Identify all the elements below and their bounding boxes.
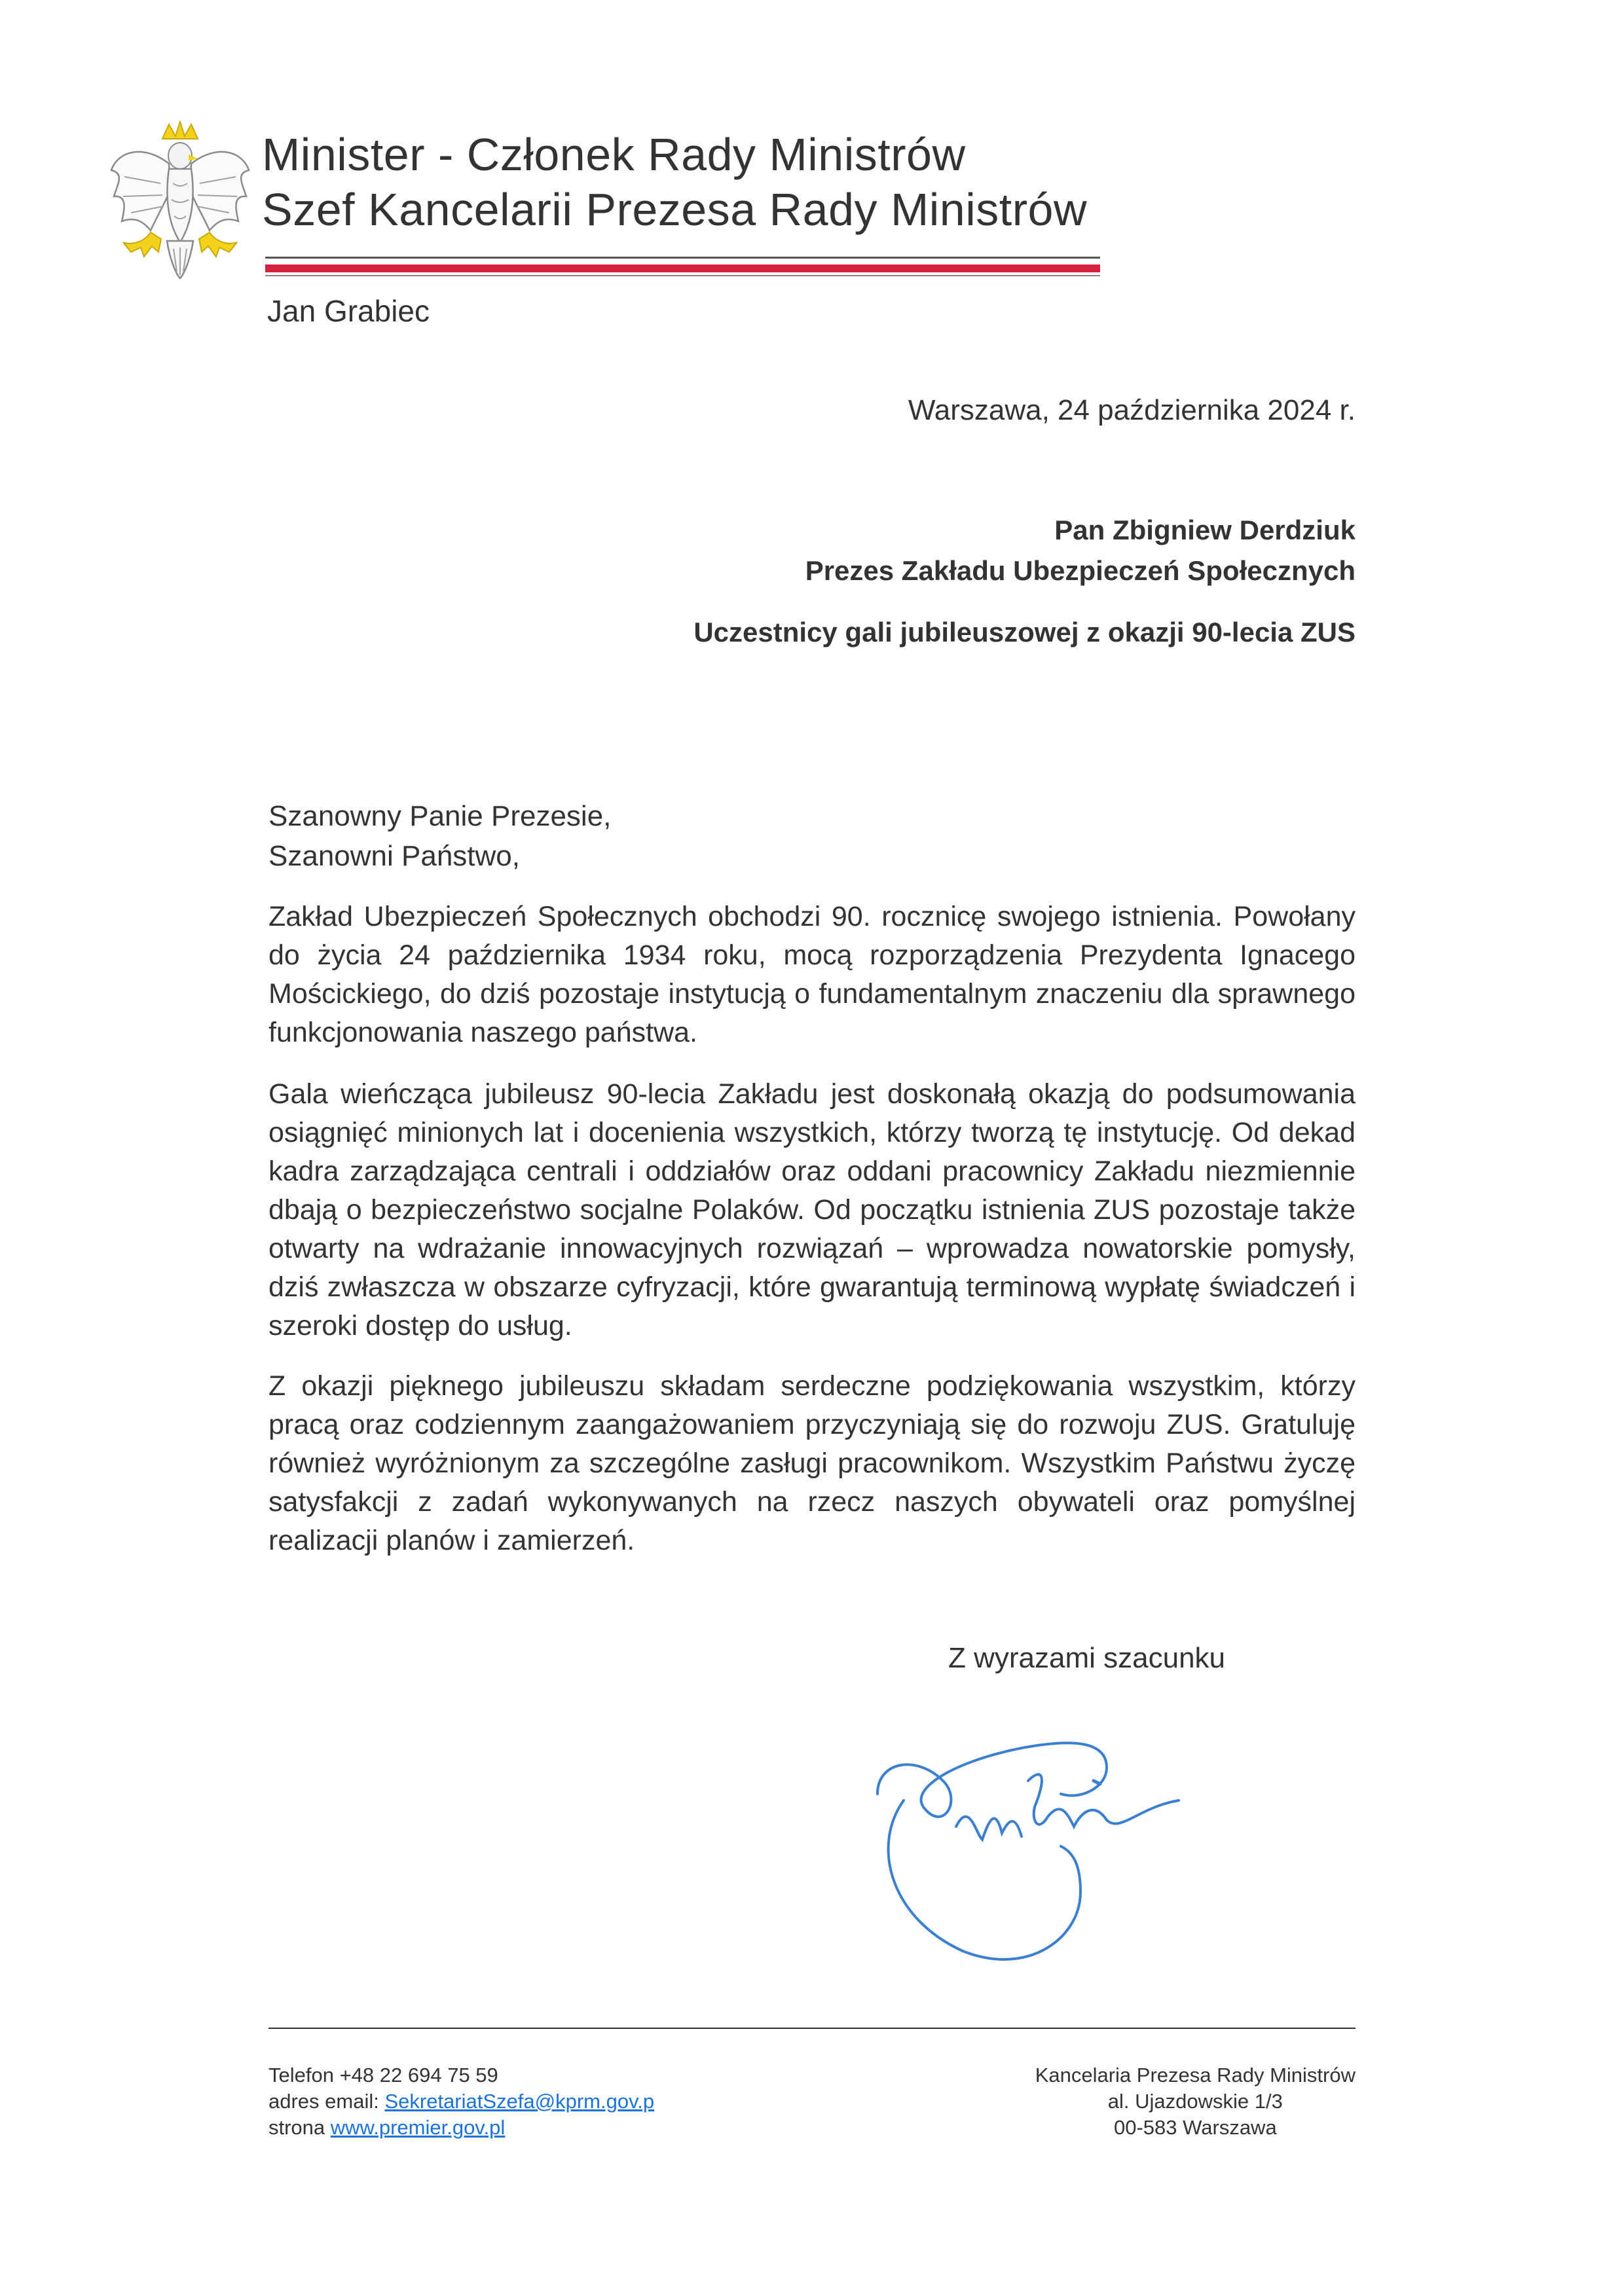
- recipient-extra: Uczestnicy gali jubileuszowej z okazji 90-lecia ZUS: [693, 617, 1356, 647]
- salutation-line-1: Szanowny Panie Prezesie,: [268, 800, 612, 832]
- footer-web-label: strona: [268, 2116, 331, 2139]
- footer-email-row: [268, 2088, 654, 2115]
- header-divider-bottom: [265, 275, 1100, 276]
- header-title-office: Szef Kancelarii Prezesa Rady Ministrów: [262, 184, 1088, 235]
- body-paragraph-2: Gala wieńcząca jubileusz 90-lecia Zakładu jest doskonałą okazją do podsumowania osiągnięć minionych lat i docenienia wszystkich, którzy tworzą tę instytucję. Od dekad kadra zarządzająca centrali i oddziałów oraz oddani pracownicy Zakładu niezmiennie dbają o bezpieczeństwo socjalne Polaków. Od początku istnienia ZUS pozostaje także otwarty na wdrażanie innowacyjnych rozwiązań – wprowadza nowatorskie pomysły, dziś zwłaszcza w obszarze cyfryzacji, które gwarantują terminową wypłatę świadczeń i szeroki dostęp do usług.: [268, 1078, 1356, 1341]
- salutation-line-2: Szanowni Państwo,: [268, 840, 520, 872]
- footer-org: Kancelaria Prezesa Rady Ministrów: [1035, 2064, 1356, 2086]
- footer-web-row: [268, 2115, 654, 2141]
- footer-email-link[interactable]: SekretariatSzefa@kprm.gov.p: [384, 2090, 655, 2113]
- body-paragraph-1: Zakład Ubezpieczeń Społecznych obchodzi 90. rocznicę swojego istnienia. Powołany do życia 24 października 1934 roku, mocą rozporządzenia Prezydenta Ignacego Mościckiego, do dziś pozostaje instytucją o fundamentalnym znaczeniu dla sprawnego funkcjonowania naszego państwa.: [268, 901, 1356, 1048]
- footer-phone: Telefon +48 22 694 75 59: [268, 2064, 498, 2086]
- body-paragraph-3: Z okazji pięknego jubileuszu składam serdeczne podziękowania wszystkim, którzy pracą oraz codziennym zaangażowaniem przyczyniają się do rozwoju ZUS. Gratuluję również wyróżnionym za szczególne zasługi pracownikom. Wszystkim Państwu życzę satysfakcji z zadań wykonywanych na rzecz naszych obywateli oraz pomyślnej realizacji planów i zamierzeń.: [268, 1370, 1356, 1556]
- author-name: Jan Grabiec: [267, 294, 430, 328]
- recipient-title: Prezes Zakładu Ubezpieczeń Społecznych: [805, 555, 1356, 586]
- footer-address: [1035, 2062, 1356, 2141]
- recipient-name: Pan Zbigniew Derdziuk: [1054, 515, 1356, 545]
- footer-divider: [268, 2028, 1356, 2029]
- footer-web-link[interactable]: www.premier.gov.pl: [330, 2116, 506, 2139]
- header-red-stripe: [265, 264, 1100, 272]
- letter-date: Warszawa, 24 października 2024 r.: [908, 394, 1356, 426]
- signature: [864, 1702, 1244, 1977]
- polish-eagle-icon: [105, 118, 255, 282]
- header-title-minister: Minister - Członek Rady Ministrów: [262, 129, 966, 180]
- footer-email-label: adres email:: [268, 2090, 385, 2113]
- closing-phrase: Z wyrazami szacunku: [948, 1642, 1226, 1674]
- header-divider: [265, 257, 1100, 259]
- footer-contact: [268, 2062, 654, 2141]
- footer-city: 00-583 Warszawa: [1114, 2116, 1277, 2139]
- footer-street: al. Ujazdowskie 1/3: [1107, 2090, 1283, 2113]
